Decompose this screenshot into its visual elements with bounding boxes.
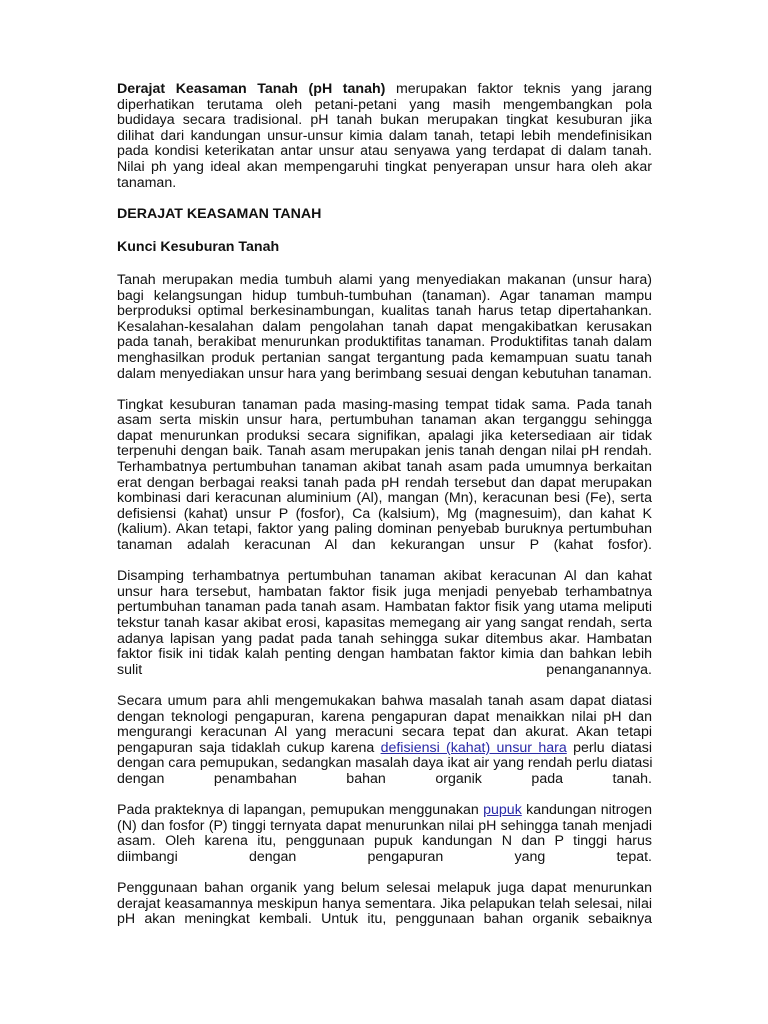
text-line: sulit penanganannya. (117, 661, 652, 678)
text-line: Disamping terhambatnya pertumbuhan tanaman akibat keracunan Al dan kahat (117, 568, 652, 585)
text-line: terpenuhi dengan baik. Tanah asam merupakan jenis tanah dengan nilai pH rendah. (117, 443, 652, 460)
paragraph (117, 273, 652, 382)
text-line: berproduksi optimal berkesinambungan, kualitas tanah harus tetap dipertahankan. (117, 303, 652, 320)
text-line: pada kondisi keterikatan antar unsur atau senyawa yang terdapat di dalam tanah. (117, 143, 652, 160)
text-line: erat dengan berbagai reaksi tanah pada pH rendah tersebut dan dapat merupakan (117, 474, 652, 491)
text-line: bagi kelangsungan hidup tumbuh-tumbuhan (tanaman). Agar tanaman mampu (117, 287, 652, 304)
hyperlink[interactable]: pupuk (483, 802, 522, 819)
text-line: Kesalahan-kesalahan dalam pengolahan tanah dapat mengakibatkan kerusakan (117, 318, 652, 335)
text-line: budidaya secara tradisional. pH tanah bukan merupakan tingkat kesuburan jika (117, 112, 652, 129)
text-segment: perlu diatasi (566, 739, 652, 756)
text-line: asam. Oleh karena itu, penggunaan pupuk kandungan N dan P tinggi harus (117, 833, 652, 850)
text-line: (kalium). Akan tetapi, faktor yang paling dominan penyebab buruknya pertumbuhan (117, 521, 652, 538)
text-line: menghasilkan produk pertanian sangat tergantung pada kemampuan suatu tanah (117, 349, 652, 366)
text-line: Nilai ph yang ideal akan mempengaruhi tingkat penyerapan unsur hara oleh akar (117, 158, 652, 175)
text-line: (N) dan fosfor (P) tinggi ternyata dapat menurunkan nilai pH sehingga tanah menjadi (117, 817, 652, 834)
intro-paragraph (117, 82, 652, 191)
text-line: Secara umum para ahli mengemukakan bahwa masalah tanah asam dapat diatasi (117, 692, 652, 709)
text-line (117, 82, 652, 98)
text-line: tanaman adalah keracunan Al dan kekurangan unsur P (kahat fosfor). (117, 537, 652, 554)
text-line: dilihat dari kandungan unsur-unsur kimia dalam tanah, tetapi lebih mendefinisikan (117, 127, 652, 144)
text-line: tanaman. (117, 174, 177, 191)
text-segment: pengapuran saja tidaklah cukup karena (117, 739, 381, 756)
text-line: adanya lapisan yang padat pada tanah sehingga sukar ditembus akar. Hambatan (117, 630, 652, 647)
section-heading: DERAJAT KEASAMAN TANAH (117, 205, 322, 222)
bold-lead: Derajat Keasaman Tanah (pH tanah) (117, 81, 386, 97)
text-segment: kandungan nitrogen (521, 802, 653, 819)
text-line: dalam menyediakan unsur hara yang berimbang sesuai dengan kebutuhan tanaman. (117, 365, 652, 382)
text-line (117, 741, 652, 757)
text-line: asam serta miskin unsur hara, pertumbuhan tanaman akan terganggu sehingga (117, 412, 652, 429)
section-subheading: Kunci Kesuburan Tanah (117, 239, 280, 256)
hyperlink[interactable]: defisiensi (kahat) unsur hara (380, 739, 567, 756)
text-line: dengan teknologi pengapuran, karena pengapuran dapat menaikkan nilai pH dan (117, 708, 652, 725)
text-line: Tanah merupakan media tumbuh alami yang menyediakan makanan (unsur hara) (117, 271, 652, 288)
text-line: diperhatikan terutama oleh petani-petani yang masih mengembangkan pola (117, 96, 652, 113)
text-line (117, 803, 652, 819)
paragraph (117, 694, 652, 788)
text-line: Tingkat kesuburan tanaman pada masing-masing tempat tidak sama. Pada tanah (117, 396, 652, 413)
text-line: Penggunaan bahan organik yang belum selesai melapuk juga dapat menurunkan (117, 880, 652, 897)
text-line: dengan penambahan bahan organik pada tanah. (117, 770, 652, 787)
text-line: diimbangi dengan pengapuran yang tepat. (117, 848, 652, 865)
text-line: derajat keasamannya meskipun hanya sementara. Jika pelapukan telah selesai, nilai (117, 895, 652, 912)
text-line: pH akan meningkat kembali. Untuk itu, penggunaan bahan organik sebaiknya (117, 911, 652, 928)
text-line: unsur hara tersebut, hambatan faktor fisik juga menjadi penyebab terhambatnya (117, 583, 652, 600)
text-segment: merupakan faktor teknis yang jarang (385, 81, 653, 97)
paragraph (117, 881, 652, 928)
paragraph (117, 398, 652, 554)
text-line: dengan cara pemupukan, sedangkan masalah daya ikat air yang rendah perlu diatasi (117, 755, 653, 772)
text-line: defisiensi (kahat) unsur P (fosfor), Ca (kalsium), Mg (magnesuim), dan kahat K (117, 505, 652, 522)
text-line: kombinasi dari keracunan aluminium (Al), mangan (Mn), keracunan besi (Fe), serta (117, 490, 652, 507)
paragraph (117, 803, 652, 865)
paragraph (117, 569, 652, 678)
document-body (117, 82, 652, 943)
text-segment: Pada prakteknya di lapangan, pemupukan menggunakan (117, 802, 484, 819)
text-line: pada tanah, berakibat menurunkan produktifitas tanaman. Produktifitas tanah dalam (117, 334, 652, 351)
text-line: Terhambatnya pertumbuhan tanaman akibat tanah asam pada umumnya berkaitan (117, 459, 652, 476)
text-line: faktor fisik ini tidak kalah penting dengan hambatan faktor kimia dan bahkan lebih (117, 646, 652, 663)
text-line: mengurangi keracunan Al yang meracuni secara tepat dan akurat. Akan tetapi (117, 724, 652, 741)
text-line: pertumbuhan tanaman pada tanah asam. Hambatan faktor fisik yang utama meliputi (117, 599, 652, 616)
text-line: dapat menurunkan produksi secara signifikan, apalagi jika ketersediaan air tidak (117, 427, 652, 444)
text-line: tekstur tanah kasar akibat erosi, kapasitas memegang air yang sangat rendah, serta (117, 615, 652, 631)
